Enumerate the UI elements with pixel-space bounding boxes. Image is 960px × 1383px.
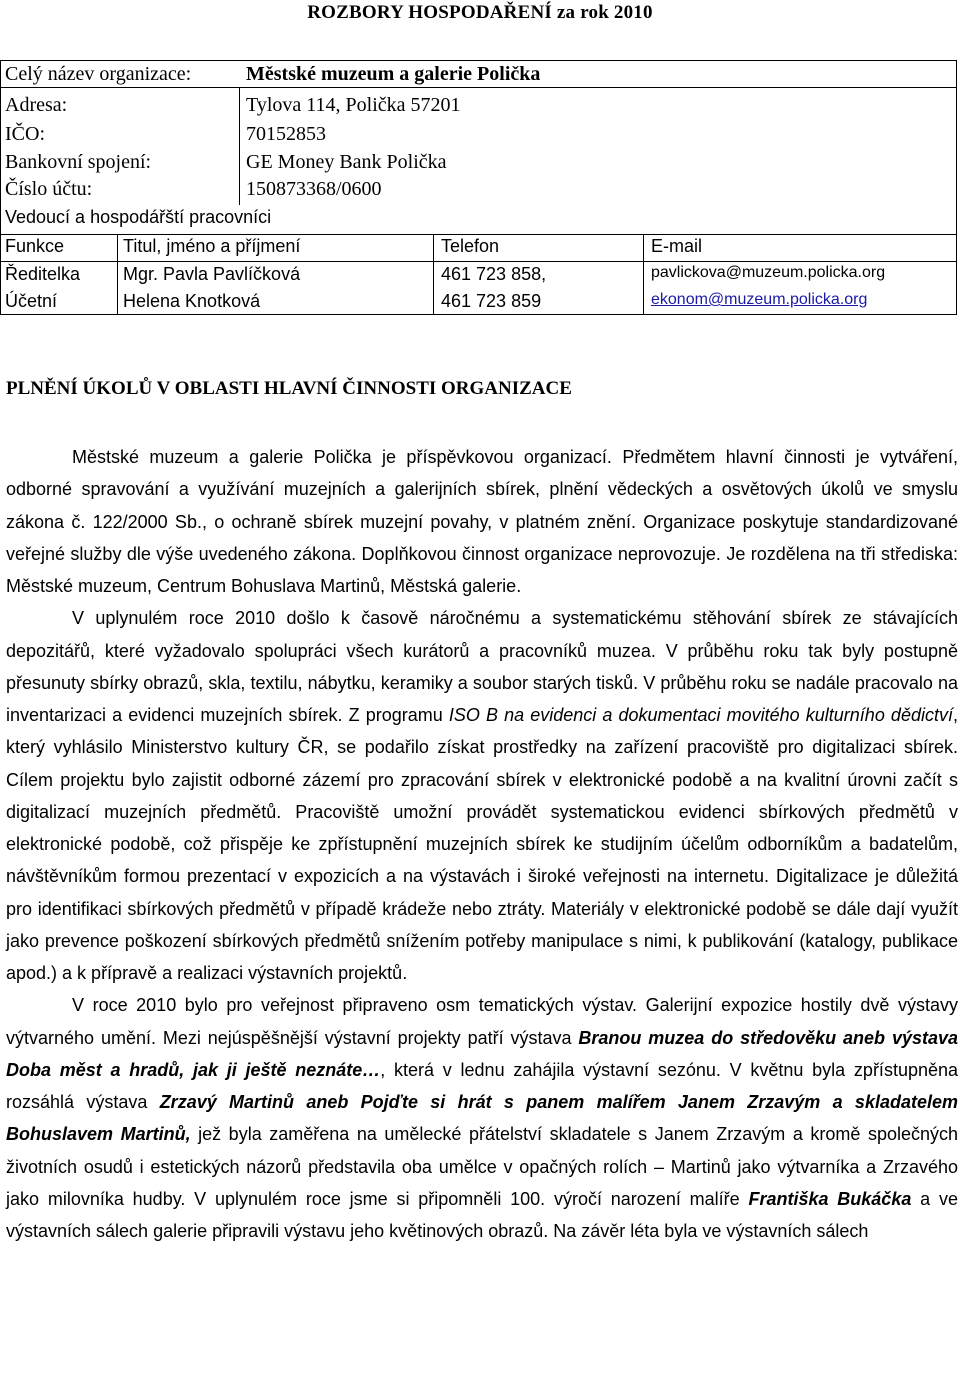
document-title: ROZBORY HOSPODAŘENÍ za rok 2010	[307, 2, 653, 23]
exhibition-title: Branou muzea do středověku aneb výstava Doba měst a hradů, jak ji ještě neznáte…	[6, 1027, 958, 1080]
staff-name: Mgr. Pavla Pavlíčková	[123, 264, 301, 284]
staff-name: Helena Knotková	[123, 291, 261, 311]
paragraph-text: a ve výstavních sálech galerie připravili výstavu jeho květinových obrazů. Na závěr léta byla ve výstavních sálech	[6, 1188, 958, 1241]
ico-value: 70152853	[246, 123, 326, 145]
paragraph-text: V roce 2010 bylo pro veřejnost připraveno osm tematických výstav. Galerijní expozice hostily dvě výstavy výtvarného umění. Mezi nejúspěšnější výstavní projekty patří výstava	[6, 995, 958, 1048]
table-divider	[433, 234, 434, 314]
col-header-name: Titul, jméno a příjmení	[123, 236, 301, 256]
col-header-email: E-mail	[651, 236, 703, 256]
table-divider	[1, 261, 956, 262]
table-divider	[1, 87, 956, 88]
col-header-function: Funkce	[5, 236, 65, 256]
account-label: Číslo účtu:	[5, 178, 93, 200]
paragraph-text: jež byla zaměřena na umělecké přátelství skladatele s Janem Zrzavým a kromě společných životních osudů i estetických názorů představila oba umělce v opačných rolích – Martinů jako výtvarníka a Zrzavého jako milovníka hudby. V uplynulém roce jsme si připomněli 100. výročí narození malíře	[6, 1124, 958, 1209]
staff-phone: 461 723 859	[441, 291, 542, 311]
report-body	[6, 441, 958, 1247]
staff-heading: Vedoucí a hospodářští pracovníci	[5, 207, 272, 227]
table-divider	[643, 234, 644, 314]
staff-function: Účetní	[5, 291, 58, 311]
paragraph-text: , který vyhlásilo Ministerstvo kultury ČR, se podařilo získat prostředky na zařízení pracoviště pro digitalizaci sbírek. Cílem projektu bylo zajistit odborné zázemí pro zpracování sbírek v elektronické podobě a na kvalitní úrovni začít s digitalizací muzejních předmětů. Pracoviště umožní provádět systematickou evidenci sbírkových předmětů v elektronické podobě, což přispěje ke zpřístupnění muzejních sbírek ke studijním účelům odborníkům a badatelům, návštěvníkům formou prezentací v expozicích a na výstavách i široké veřejnosti na internetu. Digitalizace je důležitá pro identifikaci sbírkových předmětů v případě krádeže nebo ztráty. Materiály v elektronické podobě se dále dají využít jako prevence poškození sbírkových předmětů snížením potřeby manipulace s nimi, k publikování (katalogy, publikace apod.) a k přípravě a realizaci výstavních projektů.	[6, 705, 958, 983]
staff-phone: 461 723 858,	[441, 264, 547, 284]
table-divider	[1, 234, 956, 235]
address-value: Tylova 114, Polička 57201	[246, 94, 461, 116]
paragraph-text: Městské muzeum a galerie Polička je příspěvkovou organizací. Předmětem hlavní činnosti je vytváření, odborné spravování a využívání muzejních a galerijních sbírek, plnění vědeckých a osvětových úkolů ve smyslu zákona č. 122/2000 Sb., o ochraně sbírek muzejní povahy, v platném znění. Organizace poskytuje standardizované veřejné služby dle výše uvedeného zákona. Doplňkovou činnost organizace neprovozuje. Je rozdělena na tři střediska: Městské muzeum, Centrum Bohuslava Martinů, Městská galerie.	[6, 447, 958, 596]
paragraph	[6, 441, 958, 602]
email-link[interactable]: ekonom@muzeum.policka.org	[651, 291, 868, 308]
staff-email: pavlickova@muzeum.policka.org	[651, 264, 886, 281]
paragraph-text: , která v lednu zahájila výstavní sezónu. V květnu byla zpřístupněna rozsáhlá výstava	[6, 1059, 959, 1112]
paragraph-text: V uplynulém roce 2010 došlo k časově náročnému a systematickému stěhování sbírek ze stávajících depozitářů, které vyžadovalo spolupráci všech kurátorů a pracovníků muzea. V průběhu roku tak byly postupně přesunuty sbírky obrazů, skla, textilu, nábytku, keramiky a soubor starých tisků. V průběhu roku se nadále pracovalo na inventarizaci a evidenci muzejních sbírek. Z programu	[6, 608, 958, 725]
painter-name: Františka Bukáčka	[748, 1188, 912, 1209]
section-heading: PLNĚNÍ ÚKOLŮ V OBLASTI HLAVNÍ ČINNOSTI ORGANIZACE	[6, 378, 572, 399]
col-header-phone: Telefon	[441, 236, 500, 256]
staff-function: Ředitelka	[5, 264, 81, 284]
exhibition-title: Zrzavý Martinů aneb Pojďte si hrát s panem malířem Janem Zrzavým a skladatelem Bohuslavem Martinů,	[6, 1092, 958, 1145]
ico-label: IČO:	[5, 123, 45, 145]
organization-info-table	[0, 60, 957, 315]
address-label: Adresa:	[5, 94, 68, 116]
paragraph	[6, 989, 958, 1247]
program-name: ISO B na evidenci a dokumentaci movitého kulturního dědictví	[448, 705, 953, 725]
full-name-label: Celý název organizace:	[5, 63, 192, 85]
bank-value: GE Money Bank Polička	[246, 151, 447, 173]
paragraph	[6, 602, 958, 989]
table-divider	[117, 234, 118, 314]
full-name-value: Městské muzeum a galerie Polička	[246, 63, 541, 85]
bank-label: Bankovní spojení:	[5, 151, 152, 173]
account-value: 150873368/0600	[246, 178, 382, 200]
table-divider	[239, 87, 240, 205]
